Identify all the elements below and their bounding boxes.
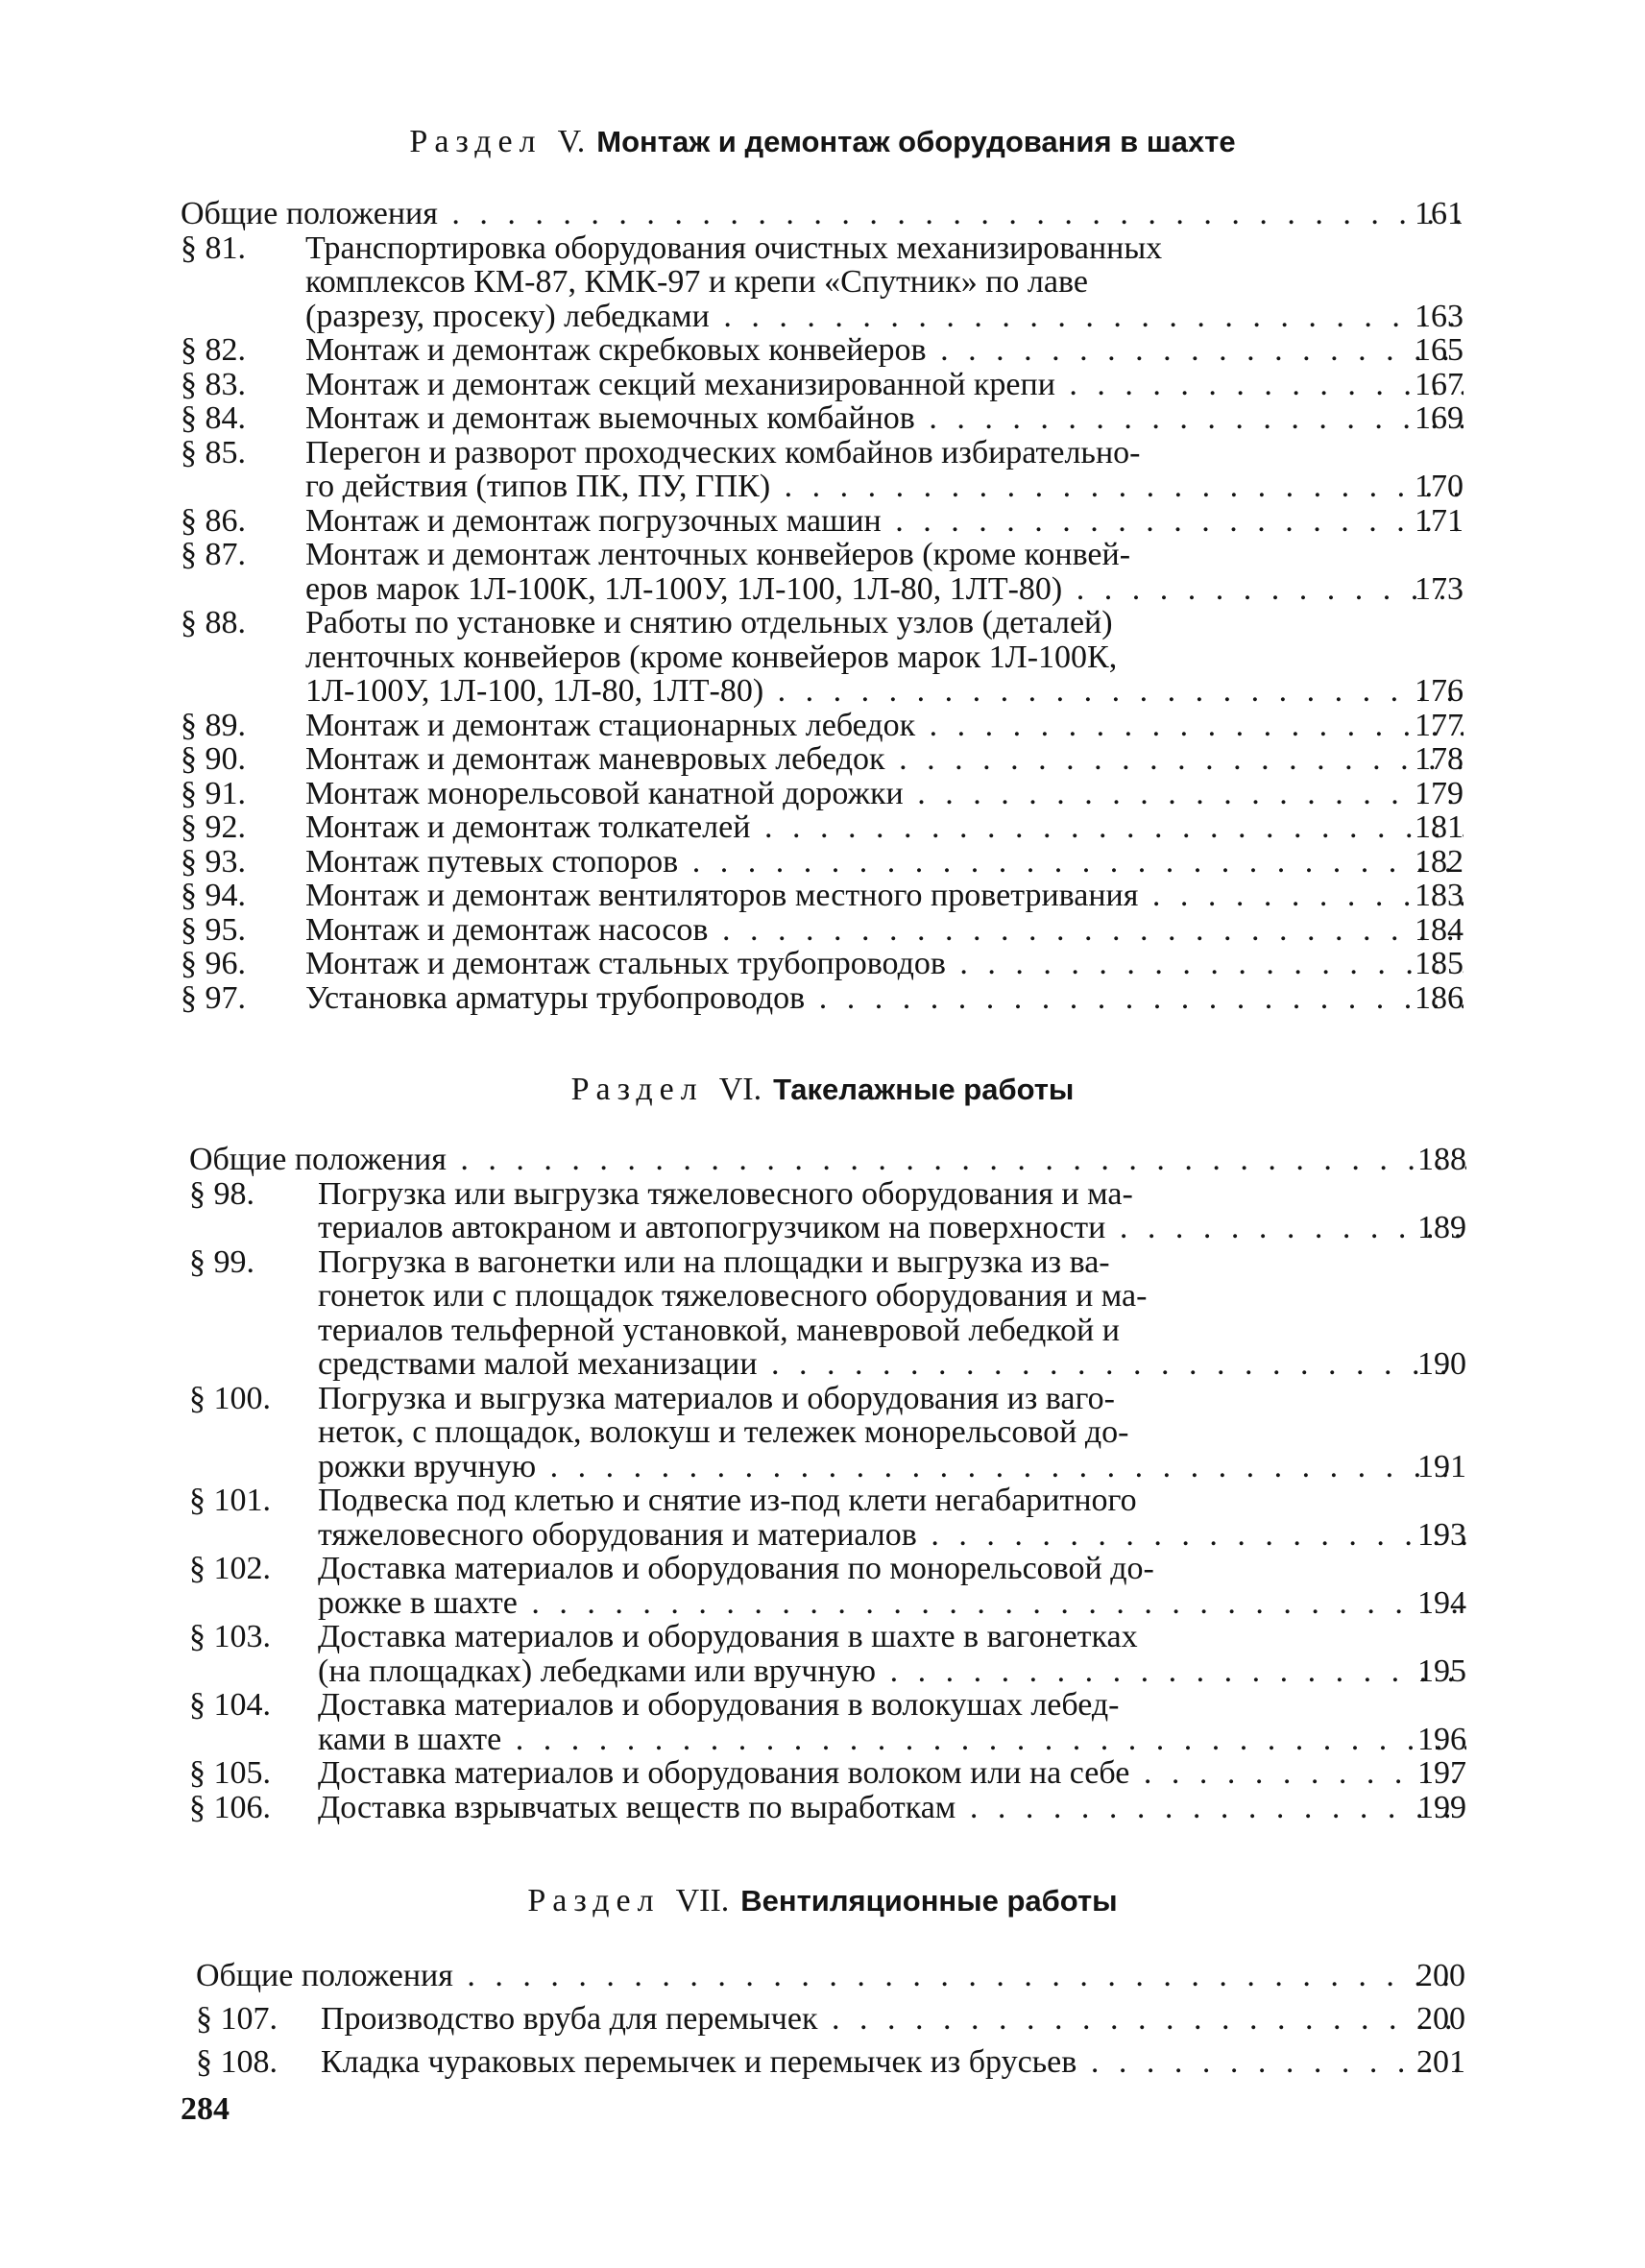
paragraph-number: § 100. [189, 1380, 271, 1416]
page-number: 284 [181, 2091, 230, 2127]
entry-title-line: Монтаж и демонтаж ленточных конвейеров (кроме конвей- [305, 538, 1131, 572]
entry-title-line: Общие положения [189, 1143, 447, 1177]
toc-entry [189, 1620, 1466, 1688]
entry-title-line: ленточных конвейеров (кроме конвейеров марок 1Л-100К, [305, 639, 1118, 674]
page-reference: 184 [1415, 911, 1464, 948]
entry-title-line: Перегон и разворот проходческих комбайнов избирательно- [305, 435, 1141, 470]
paragraph-number: § 101. [189, 1483, 271, 1518]
page-reference: 179 [1415, 775, 1464, 811]
section-heading [0, 1882, 1645, 1920]
toc-entry [196, 1997, 1465, 2040]
entry-title-line: 1Л-100У, 1Л-100, 1Л-80, 1ЛТ-80) [305, 674, 764, 709]
paragraph-number: § 91. [181, 775, 246, 811]
entry-title-line: Установка арматуры трубопроводов [305, 980, 806, 1015]
toc-entry [181, 333, 1464, 368]
entry-title-line: Доставка материалов и оборудования в шахте в вагонетках [318, 1620, 1138, 1654]
entry-title-line: териалов тельферной установкой, маневровой лебедкой и [318, 1313, 1120, 1347]
toc-entry [189, 1756, 1466, 1791]
toc-entry [189, 1688, 1466, 1756]
section-heading [0, 123, 1645, 161]
toc-entry [189, 1484, 1466, 1552]
toc-entry [189, 1177, 1466, 1245]
entry-title-line: го действия (типов ПК, ПУ, ГПК) [305, 470, 771, 504]
entry-title-line: комплексов КМ-87, КМК-97 и крепи «Спутник» по лаве [305, 265, 1088, 300]
entry-title-line: Монтаж и демонтаж вентиляторов местного проветривания [305, 879, 1139, 913]
page-reference: 194 [1417, 1584, 1466, 1621]
paragraph-number: § 89. [181, 707, 246, 743]
entry-title-line: (на площадках) лебедками или вручную [318, 1653, 877, 1688]
section-number: VII. [675, 1883, 730, 1918]
entry-title-line: Монтаж и демонтаж стальных трубопроводов [305, 947, 946, 981]
paragraph-number: § 85. [181, 434, 246, 470]
section-title: Такелажные работы [773, 1073, 1075, 1106]
toc-entry [181, 981, 1464, 1016]
entry-title-line: Погрузка или выгрузка тяжеловесного оборудования и ма- [318, 1176, 1133, 1211]
entry-title-line: Монтаж и демонтаж секций механизированной крепи [305, 367, 1055, 401]
paragraph-number: § 102. [189, 1551, 271, 1586]
toc-entry [189, 1791, 1466, 1825]
page-reference: 165 [1415, 332, 1464, 368]
page-reference: 161 [1415, 196, 1464, 231]
toc-entry [181, 810, 1464, 845]
paragraph-number: § 82. [181, 332, 246, 368]
paragraph-number: § 90. [181, 741, 246, 777]
toc-list [196, 1954, 1465, 2084]
toc-entry [181, 879, 1464, 913]
paragraph-number: § 103. [189, 1619, 271, 1654]
entry-title-line: ками в шахте [318, 1722, 502, 1756]
paragraph-number: § 86. [181, 502, 246, 539]
paragraph-number: § 93. [181, 843, 246, 880]
page-reference: 200 [1416, 2001, 1465, 2037]
entry-title-line: Доставка материалов и оборудования по монорельсовой до- [318, 1552, 1154, 1586]
entry-title-line: Подвеска под клетью и снятие из-под клети негабаритного [318, 1484, 1137, 1518]
toc-entry [181, 231, 1464, 334]
section-title: Вентиляционные работы [740, 1884, 1118, 1918]
entry-title-line: Монтаж монорельсовой канатной дорожки [305, 776, 904, 810]
toc-entry [189, 1382, 1466, 1484]
entry-title-line: рожки вручную [318, 1449, 537, 1484]
entry-title-line: Кладка чураковых перемычек и перемычек из брусьев [321, 2044, 1077, 2080]
page-reference: 190 [1417, 1346, 1466, 1382]
entry-title-line: Транспортировка оборудования очистных механизированных [305, 230, 1163, 265]
entry-title-line: гонеток или с площадок тяжеловесного оборудования и ма- [318, 1279, 1148, 1314]
page-reference: 170 [1415, 469, 1464, 504]
section-number: V. [557, 124, 586, 159]
entry-title-line: Монтаж и демонтаж маневровых лебедок [305, 742, 885, 777]
toc-entry [181, 845, 1464, 880]
toc-entry [181, 742, 1464, 777]
toc-entry [181, 606, 1464, 709]
entry-title-line: Общие положения [196, 1958, 453, 1993]
toc-entry [181, 436, 1464, 504]
entry-title-line: средствами малой механизации [318, 1347, 758, 1382]
toc-entry [181, 913, 1464, 948]
paragraph-number: § 95. [181, 911, 246, 948]
section-word: Раздел [527, 1883, 661, 1918]
toc-entry [189, 1552, 1466, 1620]
entry-title-line: неток, с площадок, волокуш и тележек монорельсовой до- [318, 1415, 1129, 1450]
page-reference: 185 [1415, 946, 1464, 981]
entry-title-line: Монтаж и демонтаж толкателей [305, 810, 751, 845]
page-reference: 197 [1417, 1755, 1466, 1791]
toc-entry [181, 368, 1464, 402]
paragraph-number: § 98. [189, 1175, 254, 1212]
paragraph-number: § 81. [181, 229, 246, 266]
page-reference: 196 [1417, 1721, 1466, 1757]
paragraph-number: § 97. [181, 979, 246, 1016]
toc-list [189, 1143, 1466, 1824]
paragraph-number: § 94. [181, 878, 246, 913]
page-reference: 191 [1417, 1448, 1466, 1484]
page-reference: 200 [1416, 1958, 1465, 1993]
page-reference: 169 [1415, 400, 1464, 436]
entry-title-line: Погрузка в вагонетки или на площадки и выгрузка из ва- [318, 1244, 1110, 1279]
page-reference: 178 [1415, 741, 1464, 777]
entry-title-line: тяжеловесного оборудования и материалов [318, 1517, 917, 1552]
paragraph-number: § 106. [189, 1789, 271, 1825]
page-reference: 183 [1415, 878, 1464, 913]
toc-list [181, 197, 1464, 1015]
page-reference: 188 [1417, 1142, 1466, 1177]
paragraph-number: § 99. [189, 1243, 254, 1280]
page-reference: 189 [1417, 1210, 1466, 1245]
entry-title-line: Погрузка и выгрузка материалов и оборудования из ваго- [318, 1381, 1115, 1415]
entry-title-line: Доставка взрывчатых веществ по выработкам [318, 1790, 956, 1824]
page-reference: 201 [1416, 2044, 1465, 2080]
toc-entry [181, 197, 1464, 231]
paragraph-number: § 87. [181, 537, 246, 572]
entry-title-line: Производство вруба для перемычек [321, 2001, 818, 2037]
page-reference: 195 [1417, 1653, 1466, 1689]
entry-title-line: Монтаж и демонтаж насосов [305, 912, 709, 947]
toc-entry [196, 2040, 1465, 2084]
entry-title-line: Монтаж и демонтаж погрузочных машин [305, 503, 882, 538]
entry-title-line: териалов автокраном и автопогрузчиком на поверхности [318, 1211, 1106, 1245]
page-reference: 171 [1415, 502, 1464, 539]
toc-entry [181, 504, 1464, 539]
page-reference: 193 [1417, 1516, 1466, 1553]
page-reference: 177 [1415, 707, 1464, 743]
toc-entry [181, 709, 1464, 743]
section-number: VI. [718, 1072, 762, 1107]
page-reference: 173 [1415, 570, 1464, 607]
entry-title-line: Доставка материалов и оборудования в волокушах лебед- [318, 1688, 1120, 1723]
entry-title-line: Монтаж и демонтаж выемочных комбайнов [305, 401, 915, 436]
page-reference: 186 [1415, 979, 1464, 1016]
paragraph-number: § 104. [189, 1687, 271, 1723]
toc-entry [181, 538, 1464, 606]
paragraph-number: § 88. [181, 605, 246, 640]
paragraph-number: § 105. [189, 1755, 271, 1791]
page-reference: 182 [1415, 843, 1464, 880]
toc-entry [189, 1143, 1466, 1177]
page-reference: 176 [1415, 673, 1464, 709]
toc-entry [181, 777, 1464, 811]
section-word: Раздел [570, 1072, 704, 1107]
page-reference: 167 [1415, 366, 1464, 402]
entry-title-line: Монтаж путевых стопоров [305, 844, 679, 879]
section-heading [0, 1071, 1645, 1109]
page-reference: 199 [1417, 1789, 1466, 1825]
page-reference: 163 [1415, 298, 1464, 334]
toc-entry [196, 1954, 1465, 1997]
entry-title-line: Общие положения [181, 197, 438, 231]
entry-title-line: (разрезу, просеку) лебедками [305, 299, 710, 333]
paragraph-number: § 108. [196, 2044, 278, 2080]
toc-entry [181, 401, 1464, 436]
entry-title-line: Монтаж и демонтаж стационарных лебедок [305, 708, 916, 742]
section-title: Монтаж и демонтаж оборудования в шахте [596, 125, 1236, 158]
paragraph-number: § 92. [181, 809, 246, 845]
toc-entry [189, 1245, 1466, 1382]
paragraph-number: § 96. [181, 946, 246, 981]
paragraph-number: § 84. [181, 400, 246, 436]
entry-title-line: Монтаж и демонтаж скребковых конвейеров [305, 333, 927, 368]
entry-title-line: еров марок 1Л-100К, 1Л-100У, 1Л-100, 1Л-80, 1ЛТ-80) [305, 571, 1063, 606]
entry-title-line: Доставка материалов и оборудования волоком или на себе [318, 1756, 1130, 1791]
entry-title-line: Работы по установке и снятию отдельных узлов (деталей) [305, 606, 1113, 640]
paragraph-number: § 83. [181, 366, 246, 402]
paragraph-number: § 107. [196, 2001, 278, 2037]
page-reference: 181 [1415, 809, 1464, 845]
entry-title-line: рожке в шахте [318, 1585, 518, 1620]
toc-entry [181, 947, 1464, 981]
section-word: Раздел [409, 124, 543, 159]
